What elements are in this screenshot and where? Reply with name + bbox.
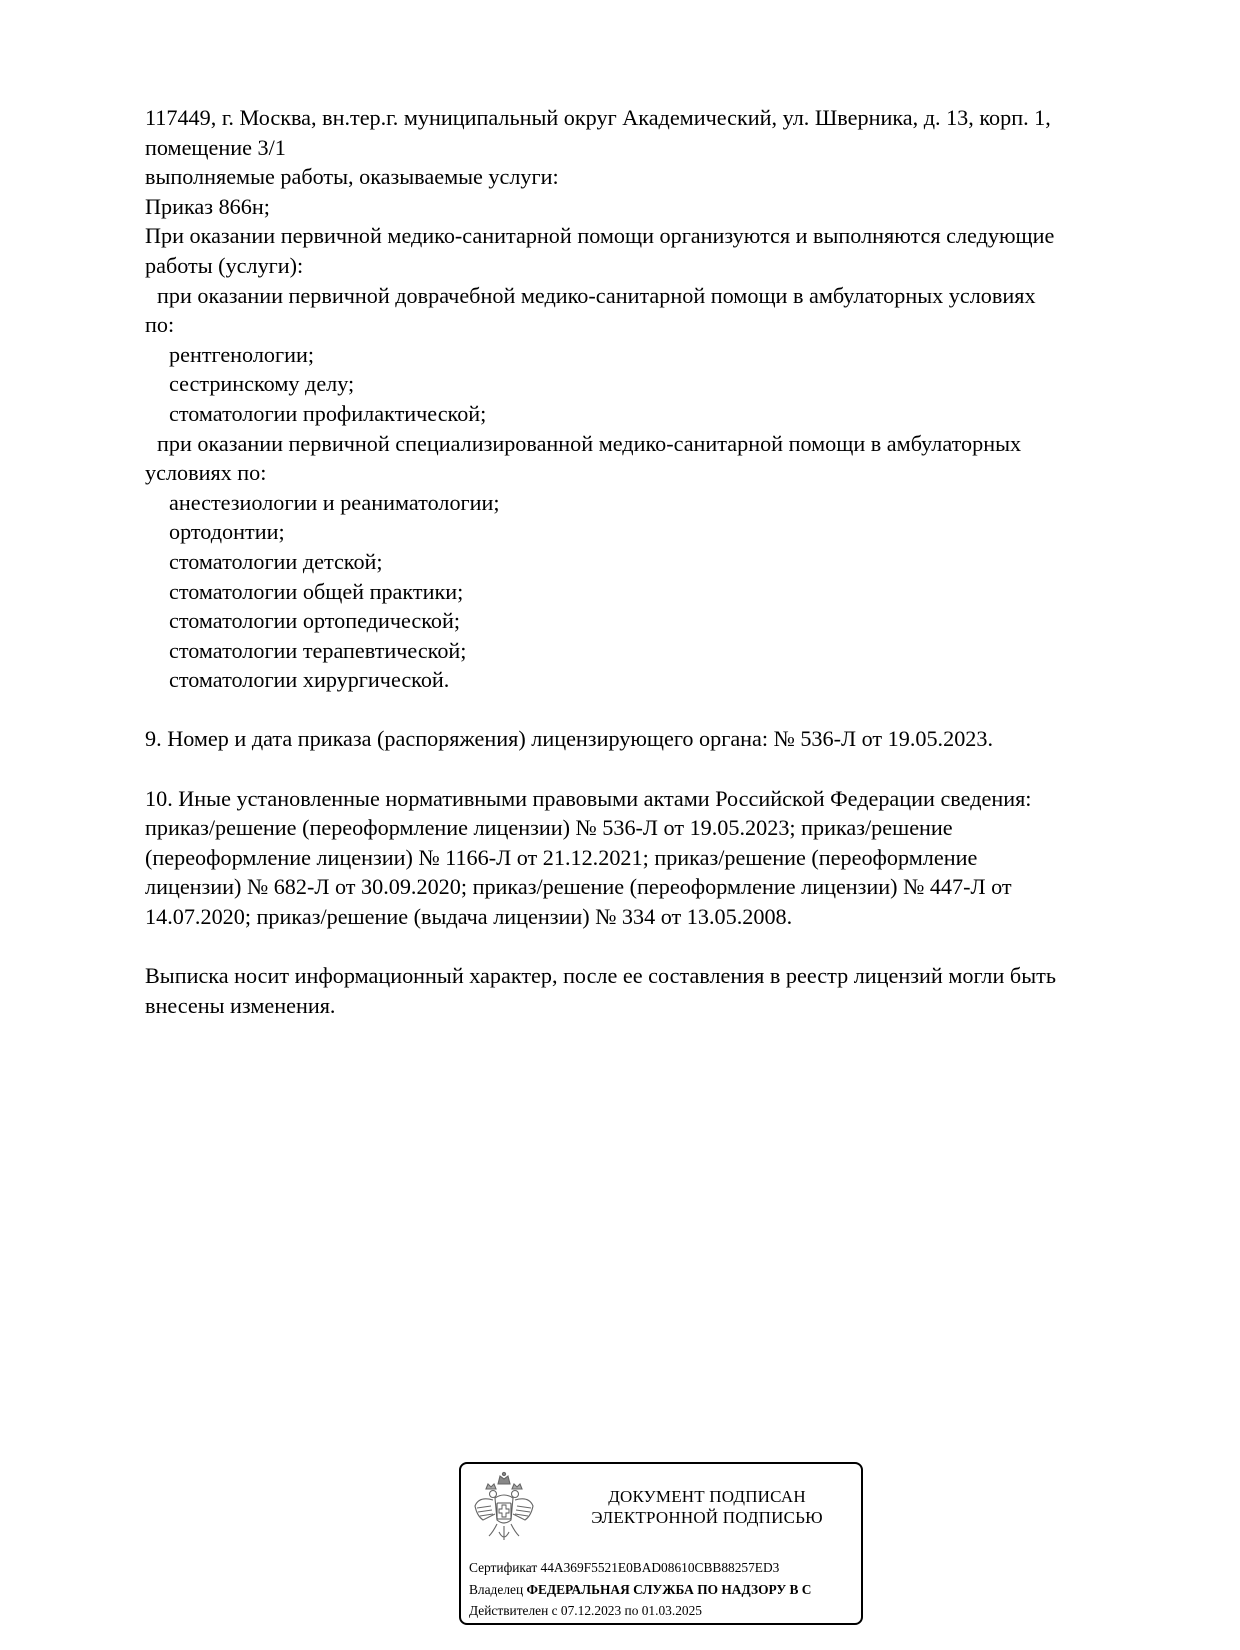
stamp-info	[469, 1557, 863, 1622]
list-item: стоматологии терапевтической;	[169, 637, 467, 663]
list-item: ортодонтии;	[169, 519, 285, 545]
validity-row: Действителен с 07.12.2023 по 01.03.2025	[469, 1603, 702, 1618]
paragraph-gap	[145, 695, 1185, 725]
certificate-value: 44A369F5521E0BAD08610CBB88257ED3	[540, 1560, 780, 1575]
prehospital-heading-1: при оказании первичной доврачебной медико-санитарной помощи в амбулаторных условиях	[157, 282, 1036, 308]
section-10-line: приказ/решение (переоформление лицензии) № 536-Л от 19.05.2023; приказ/решение	[145, 815, 953, 841]
disclaimer-line: Выписка носит информационный характер, после ее составления в реестр лицензий могли быть	[145, 963, 1056, 989]
section-10-line: лицензии) № 682-Л от 30.09.2020; приказ/решение (переоформление лицензии) № 447-Л от	[145, 874, 1012, 900]
section-10-line: 14.07.2020; приказ/решение (выдача лицензии) № 334 от 13.05.2008.	[145, 904, 793, 930]
certificate-label: Сертификат	[469, 1560, 538, 1575]
prehospital-heading-2: по:	[145, 312, 175, 338]
list-item: рентгенологии;	[169, 341, 315, 367]
list-item: стоматологии ортопедической;	[169, 608, 461, 634]
address-line-2: помещение 3/1	[145, 134, 286, 160]
order-reference: Приказ 866н;	[145, 193, 270, 219]
intro-line-1: При оказании первичной медико-санитарной помощи организуются и выполняются следующие	[145, 223, 1055, 249]
section-10-line: 10. Иные установленные нормативными правовыми актами Российской Федерации сведения:	[145, 785, 1032, 811]
owner-value: ФЕДЕРАЛЬНАЯ СЛУЖБА ПО НАДЗОРУ В С	[526, 1581, 812, 1597]
intro-line-2: работы (услуги):	[145, 252, 304, 278]
certificate-row	[469, 1557, 863, 1579]
section-10-line: (переоформление лицензии) № 1166-Л от 21.12.2021; приказ/решение (переоформление	[145, 844, 978, 870]
owner-label: Владелец	[469, 1581, 524, 1597]
paragraph-gap	[145, 754, 1185, 784]
specialized-heading-2: условиях по:	[145, 460, 267, 486]
works-heading: выполняемые работы, оказываемые услуги:	[145, 164, 559, 190]
russian-coat-of-arms-icon	[471, 1470, 537, 1548]
document-body	[145, 103, 1185, 1020]
list-item: стоматологии детской;	[169, 548, 383, 574]
section-9: 9. Номер и дата приказа (распоряжения) лицензирующего органа: № 536-Л от 19.05.2023.	[145, 726, 994, 752]
specialized-heading-1: при оказании первичной специализированной медико-санитарной помощи в амбулаторных	[157, 430, 1022, 456]
list-item: стоматологии хирургической.	[169, 667, 450, 693]
list-item: стоматологии профилактической;	[169, 400, 487, 426]
owner-row	[469, 1579, 863, 1601]
stamp-title-line-2: ЭЛЕКТРОННОЙ ПОДПИСЬЮ	[591, 1508, 823, 1527]
list-item: анестезиологии и реаниматологии;	[169, 489, 500, 515]
stamp-title-line-1: ДОКУМЕНТ ПОДПИСАН	[608, 1487, 806, 1506]
list-item: сестринскому делу;	[169, 371, 355, 397]
list-item: стоматологии общей практики;	[169, 578, 464, 604]
disclaimer-line: внесены изменения.	[145, 992, 336, 1018]
address-line-1: 117449, г. Москва, вн.тер.г. муниципальный округ Академический, ул. Шверника, д. 13, корп. 1,	[145, 105, 1051, 130]
stamp-title	[557, 1486, 857, 1528]
electronic-signature-stamp	[459, 1462, 863, 1625]
paragraph-gap	[145, 932, 1185, 962]
